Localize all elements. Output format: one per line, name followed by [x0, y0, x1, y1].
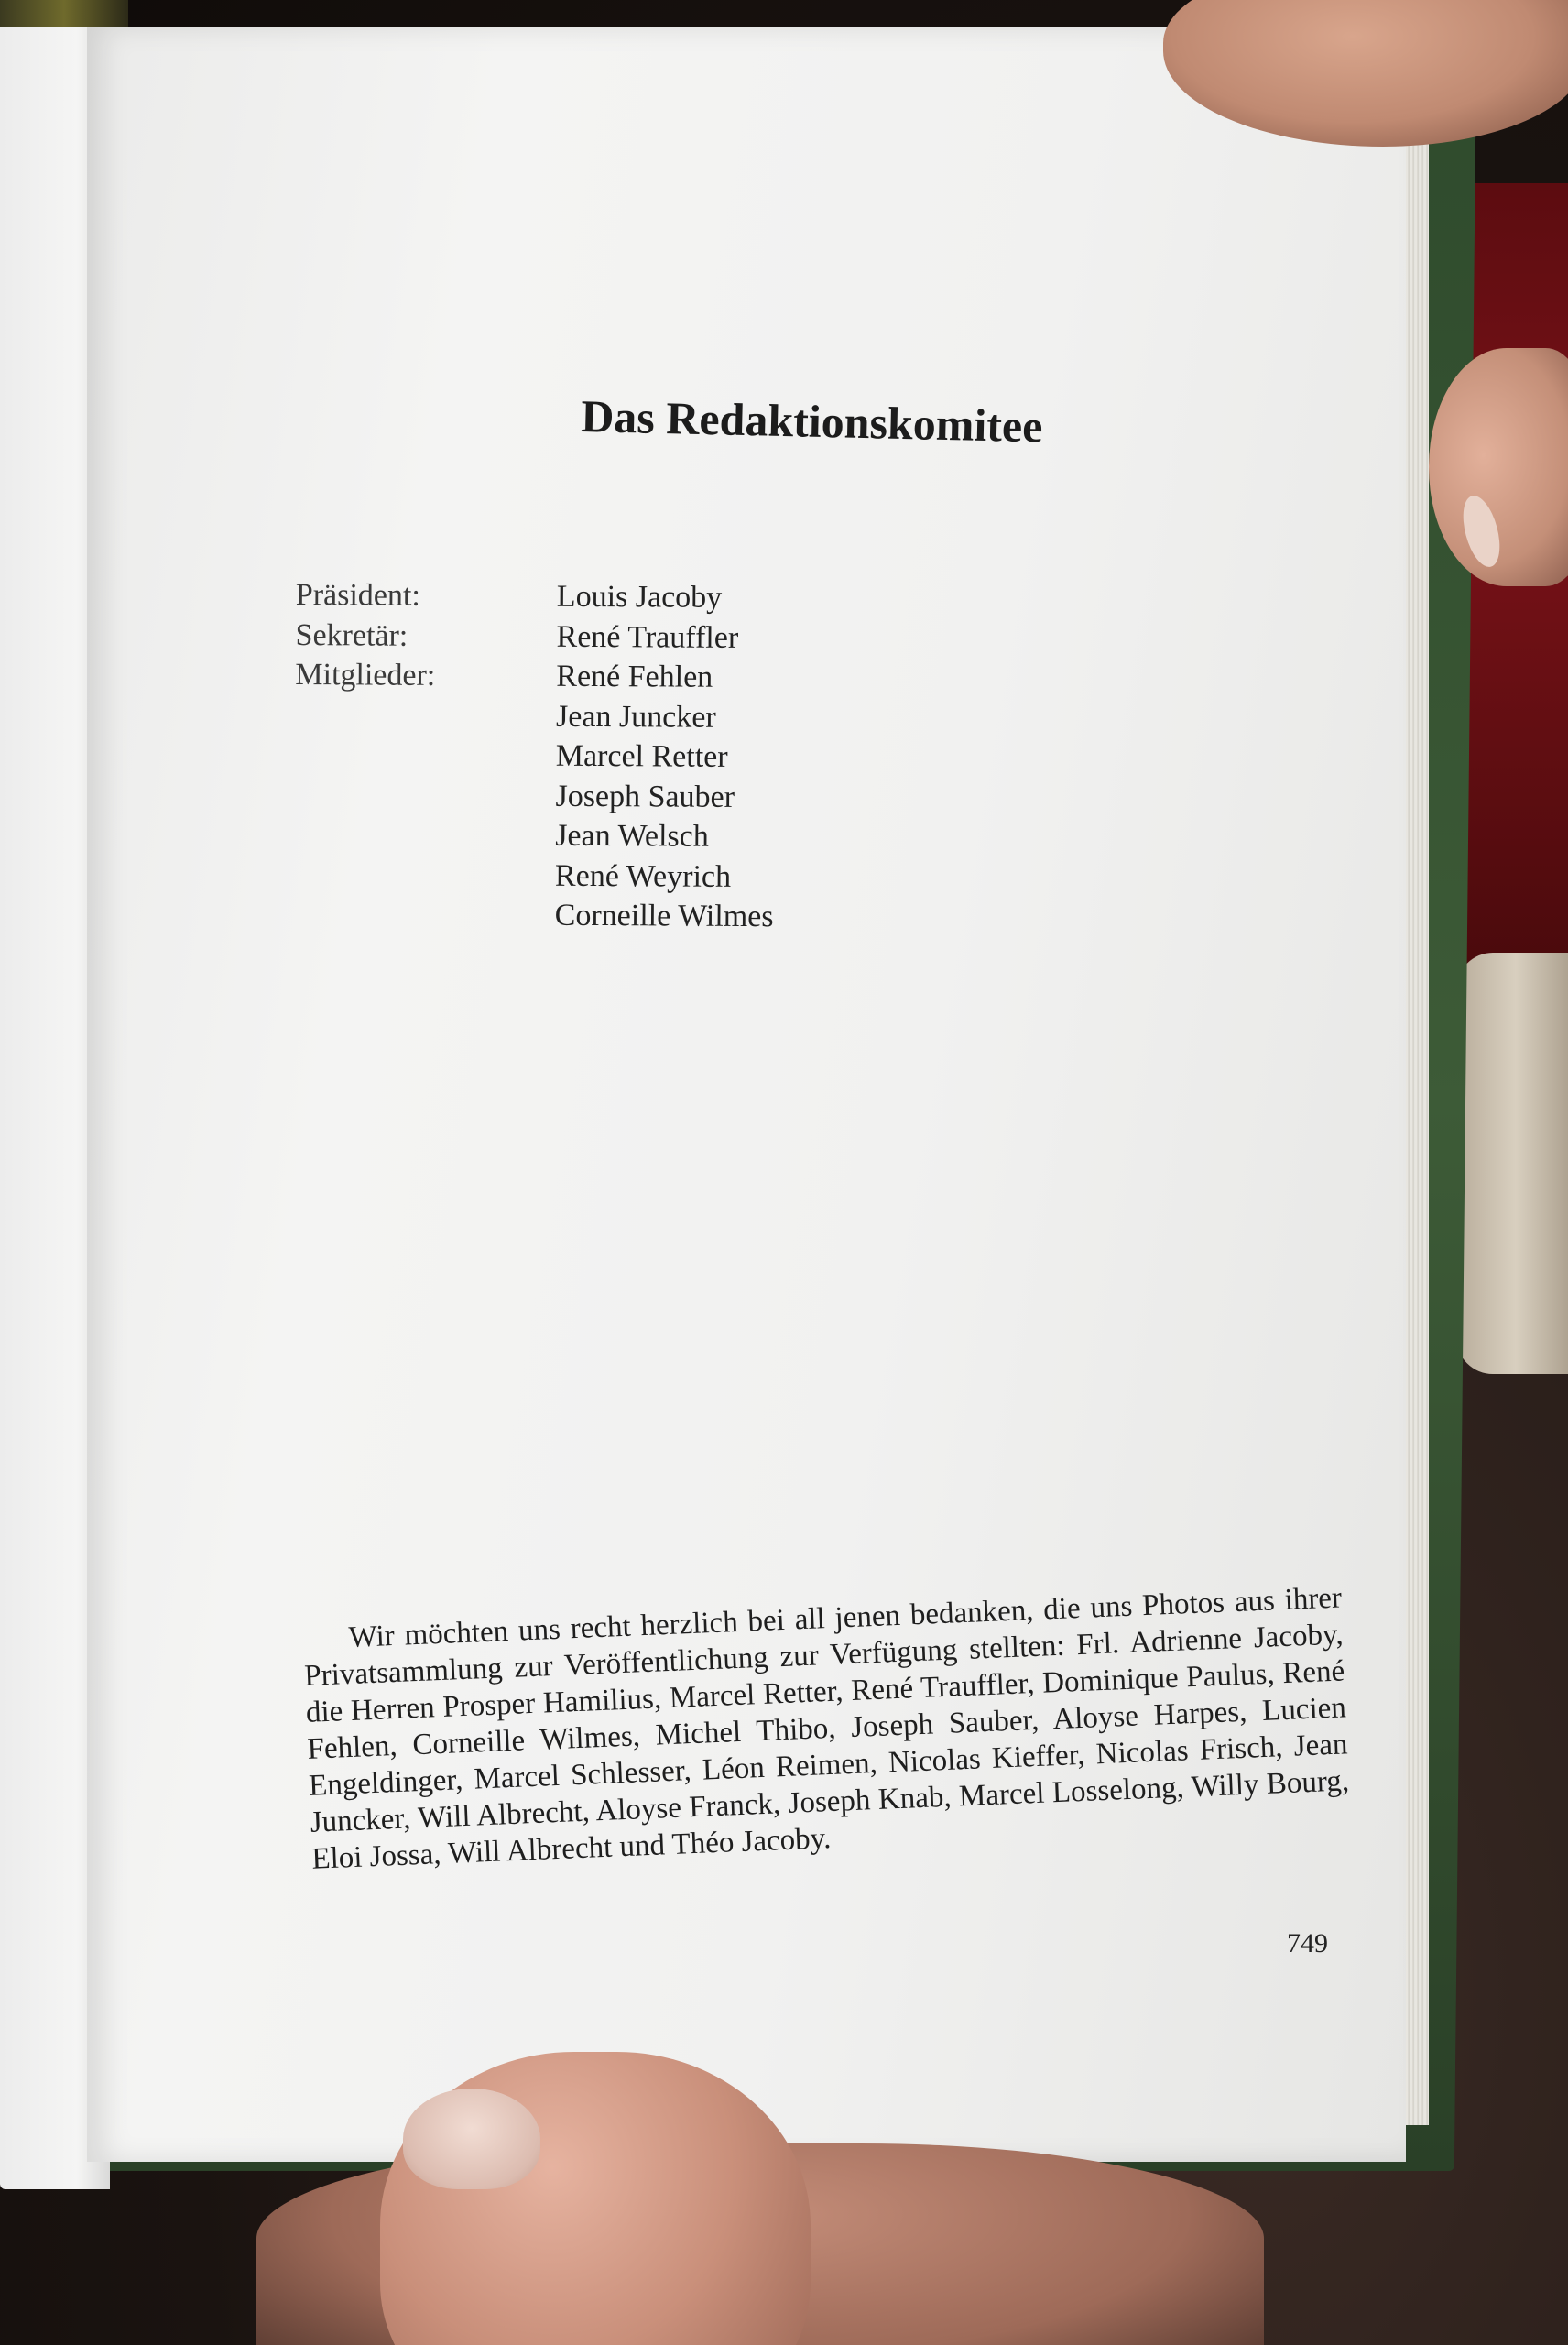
committee-member: Jean Welsch: [555, 818, 709, 854]
committee-list: [294, 575, 774, 934]
committee-member: René Trauffler: [556, 619, 739, 655]
committee-role: Mitglieder:: [295, 657, 436, 693]
committee-role: Sekretär:: [295, 617, 408, 653]
page-title: Das Redaktionskomitee: [580, 389, 1044, 453]
thumb-nail: [403, 2089, 540, 2189]
committee-member: Jean Juncker: [555, 699, 716, 735]
background-sleeve: [1456, 953, 1568, 1374]
committee-member: René Weyrich: [554, 858, 732, 894]
committee-member: Marcel Retter: [555, 738, 728, 774]
book-page: [87, 27, 1406, 2162]
committee-member: Corneille Wilmes: [554, 898, 774, 934]
committee-member: Joseph Sauber: [555, 779, 735, 814]
committee-member: Louis Jacoby: [556, 579, 723, 615]
committee-member: René Fehlen: [556, 659, 713, 694]
acknowledgement-paragraph: Wir möchten uns recht herzlich bei all jenen bedanken, die uns Photos aus ihrer Privatsammlung zur Veröffentlichung zur Verfügung stellten: Frl. Adrienne Jacoby, die Herren Prosper Hamilius, Marcel Retter, René Trauffler, Dominique Paulus, René Fehlen, Corneille Wilmes, Michel Thibo, Joseph Sauber, Aloyse Harpes, Lucien Engeldinger, Marcel Schlesser, Léon Reimen, Nicolas Kieffer, Nicolas Frisch, Jean Juncker, Will Albrecht, Aloyse Franck, Joseph Knab, Marcel Losselong, Willy Bourg, Eloi Jossa, Will Albrecht und Théo Jacoby.: [303, 1581, 1350, 1876]
committee-role: Präsident:: [295, 577, 420, 613]
page-number: 749: [1287, 1928, 1328, 1958]
